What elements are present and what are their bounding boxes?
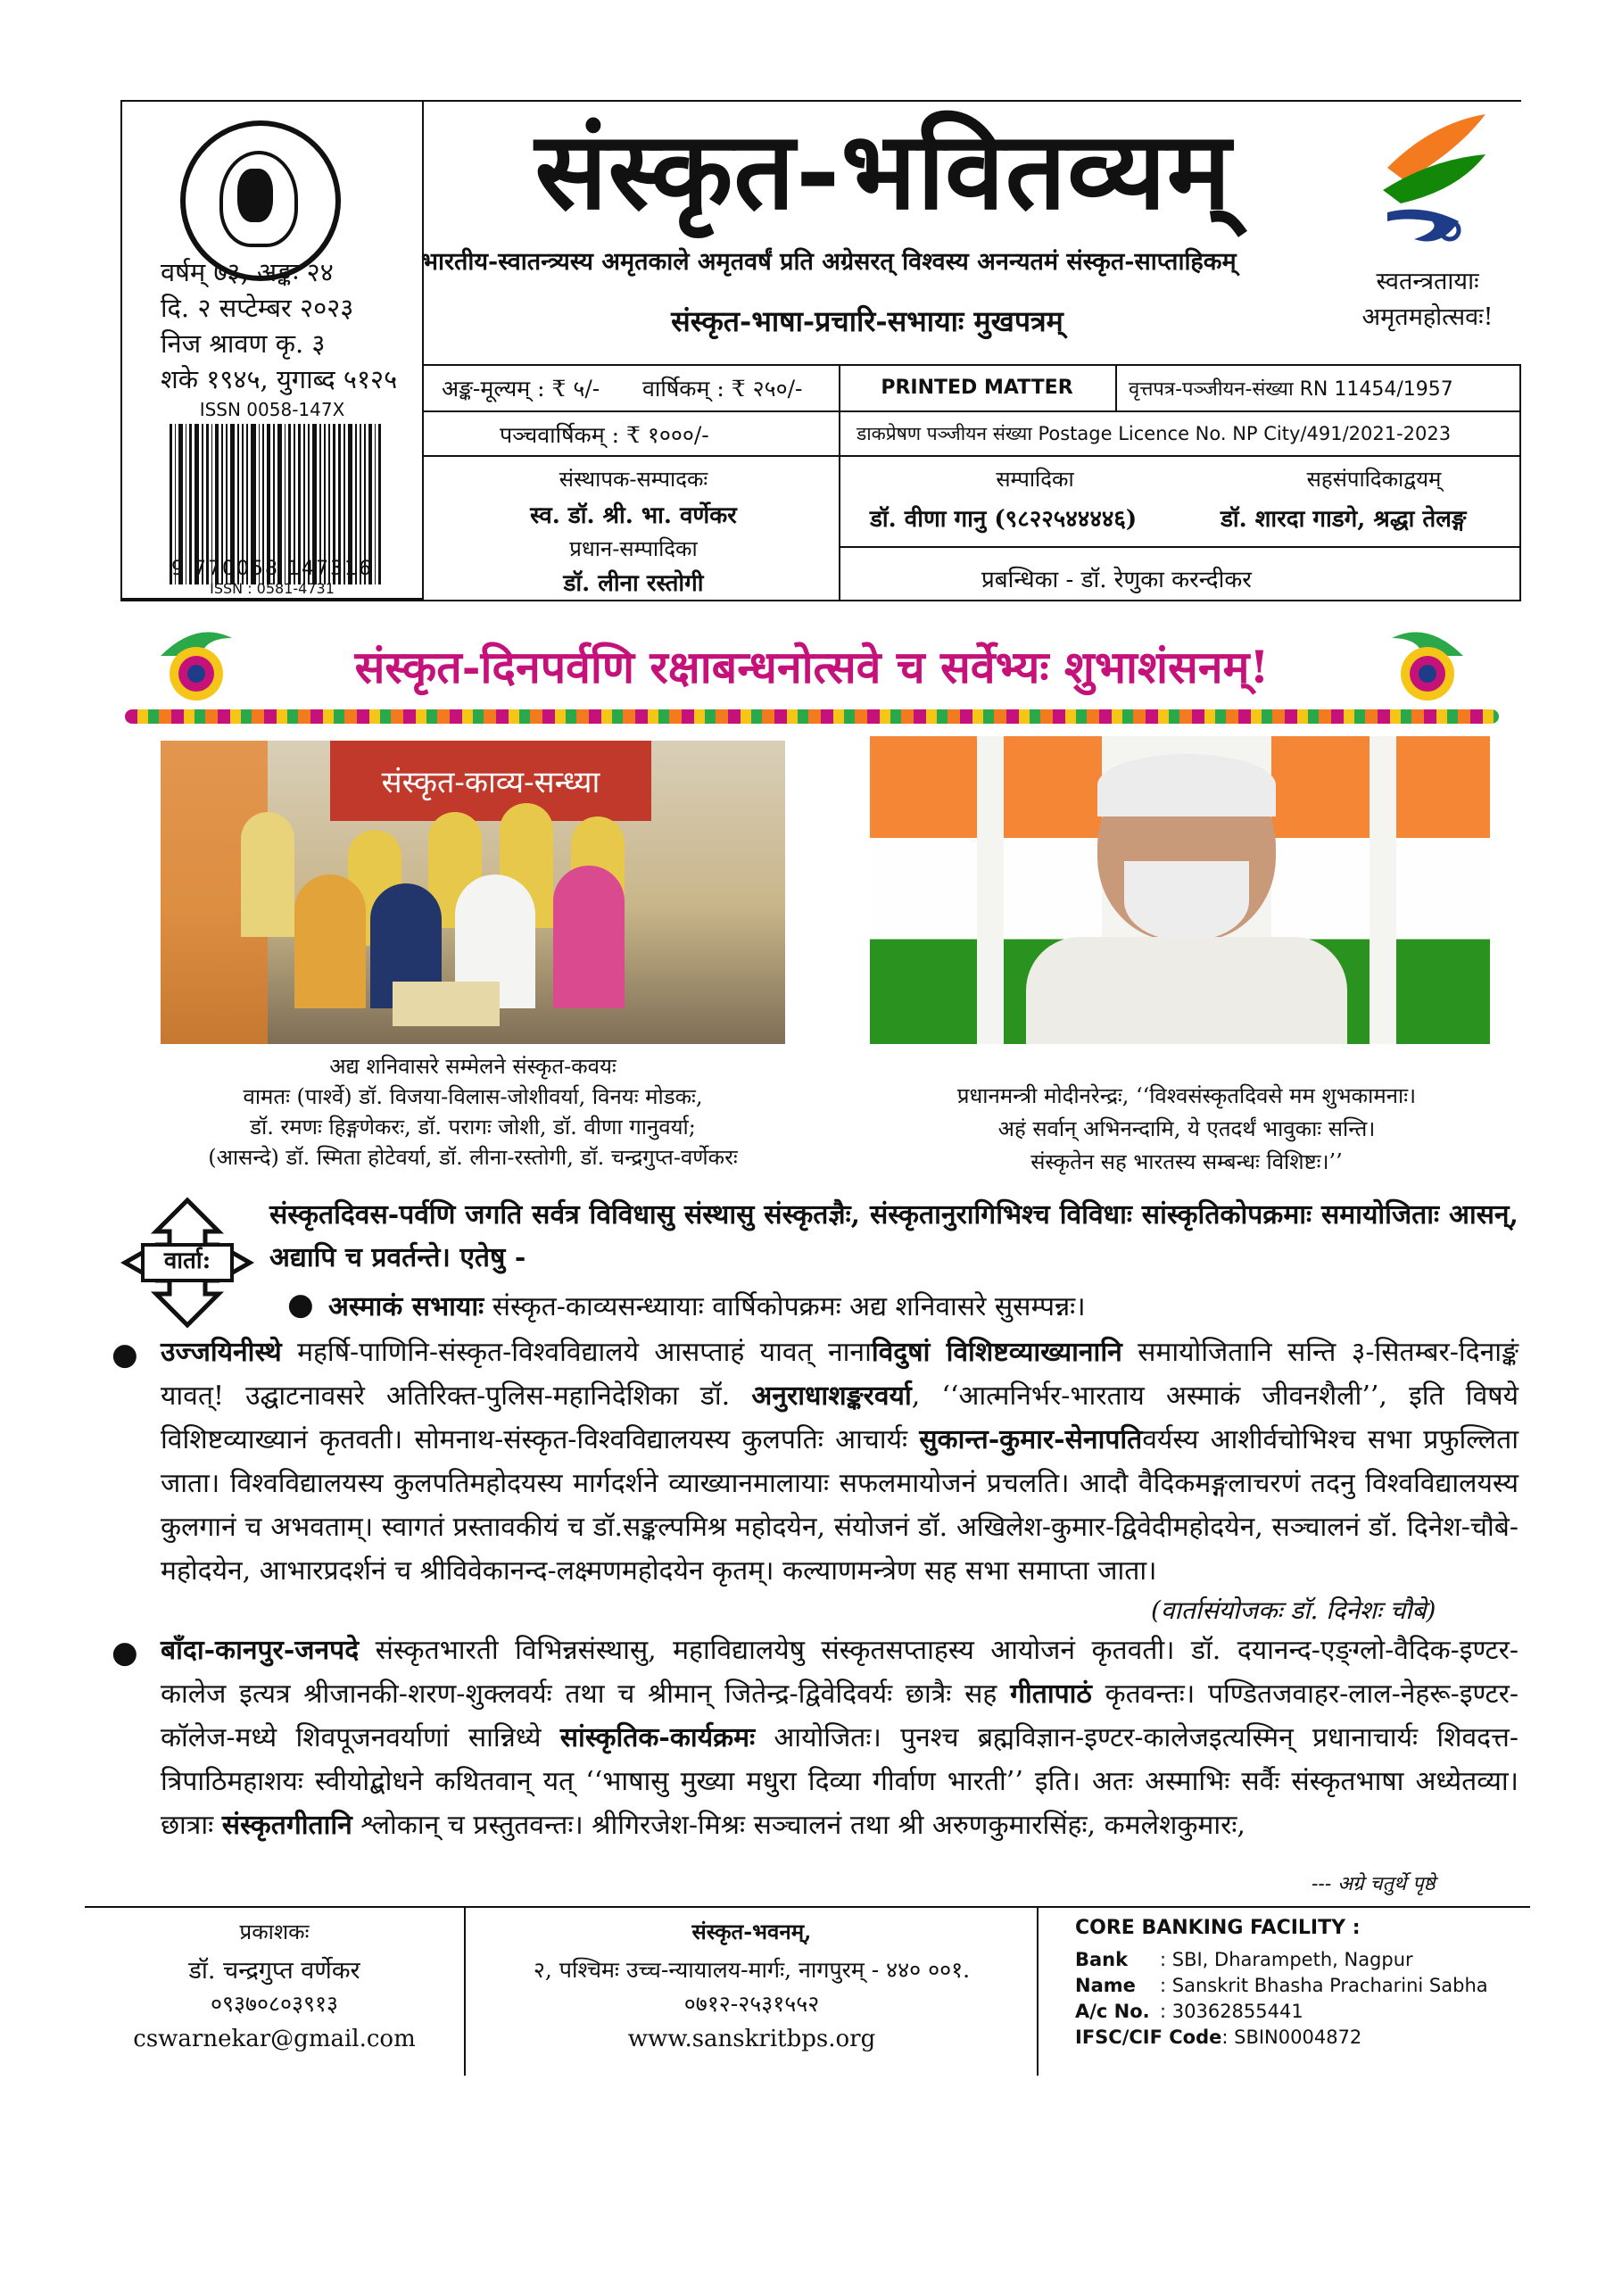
chief-editor-name: डॉ. लीना रस्तोगी bbox=[563, 570, 704, 597]
grid-right-edge bbox=[1519, 364, 1521, 600]
caption-line: डॉ. रमणः हिङ्गणेकरः, डॉ. परागः जोशी, डॉ. वीणा गानुवर्या; bbox=[250, 1115, 696, 1140]
photo-poets-group bbox=[161, 741, 785, 1044]
grid-rule-bottom bbox=[120, 600, 1521, 601]
caption-line: (आसन्दे) डॉ. स्मिता होटेवर्या, डॉ. लीना-रस्तोगी, डॉ. चन्द्रगुप्त-वर्णेकरः bbox=[208, 1145, 738, 1170]
masthead-subtitle: संस्कृत-भाषा-प्रचारि-सभायाः मुखपत्रम् bbox=[671, 304, 1063, 338]
footer-divider-2 bbox=[1037, 1906, 1039, 2076]
grid-rule-1 bbox=[424, 364, 1521, 366]
name-label: Name bbox=[1075, 1975, 1136, 1996]
issn-top: ISSN 0058-147X bbox=[199, 399, 345, 420]
issn-bottom: ISSN : 0581-4731 bbox=[210, 580, 335, 597]
rakhi-thread-decoration bbox=[125, 709, 1499, 724]
bullet-icon: ● bbox=[112, 1337, 138, 1372]
barcode-number: 9 770058 147316 bbox=[171, 558, 373, 580]
publisher-phone: ०९३७०८०३९१३ bbox=[210, 1991, 338, 2017]
peacock-feather-icon-left bbox=[152, 620, 241, 718]
bank-title: CORE BANKING FACILITY : bbox=[1075, 1917, 1361, 1939]
news-item-sabha bbox=[328, 1285, 1515, 1329]
publisher-label: प्रकाशकः bbox=[239, 1919, 310, 1944]
address-phone: ०७१२-२५३१५५२ bbox=[683, 1991, 820, 2017]
acc-value: : 30362855441 bbox=[1160, 2001, 1303, 2022]
photo-prime-minister bbox=[870, 736, 1490, 1044]
chief-editor-label: प्रधान-सम्पादिका bbox=[569, 536, 698, 561]
bullet-icon: ● bbox=[112, 1635, 138, 1670]
issue-volume: वर्षम् ७३, अङ्कः २४ bbox=[161, 257, 334, 287]
grid-rule-3 bbox=[424, 455, 1521, 457]
founder-label: संस्थापक-सम्पादकः bbox=[559, 467, 708, 492]
caption-line: संस्कृतेन सह भारतस्य सम्बन्धः विशिष्टः।’’ bbox=[1030, 1149, 1343, 1174]
acc-label: A/c No. bbox=[1075, 2001, 1150, 2022]
bank-value: : SBI, Dharampeth, Nagpur bbox=[1160, 1949, 1413, 1970]
editor-label: सम्पादिका bbox=[996, 467, 1074, 492]
co-editors-names: डॉ. शारदा गाडगे, श्रद्धा तेलङ्ग bbox=[1221, 506, 1467, 533]
issue-date: दि. २ सप्टेम्बर २०२३ bbox=[161, 293, 354, 323]
ifsc-value: : SBIN0004872 bbox=[1221, 2027, 1362, 2048]
varta-label: वार्ता: bbox=[163, 1247, 211, 1274]
bank-details bbox=[1075, 1947, 1488, 2051]
photo-right-caption bbox=[848, 1080, 1526, 1179]
news-item-sabha-title: अस्माकं सभायाः bbox=[328, 1291, 484, 1322]
photo-left-caption bbox=[134, 1051, 812, 1173]
masthead-title: संस्कृत-भवितव्यम् bbox=[534, 108, 1232, 234]
website-link[interactable]: www.sanskritbps.org bbox=[627, 2026, 876, 2052]
festival-banner: संस्कृत-दिनपर्वणि रक्षाबन्धनोत्सवे च सर्वेभ्यः शुभाशंसनम्! bbox=[354, 641, 1270, 693]
grid-rule-4 bbox=[839, 546, 1521, 548]
co-editors-label: सहसंपादिकाद्वयम् bbox=[1306, 467, 1442, 492]
grid-divider-2 bbox=[1115, 364, 1117, 410]
news-item-sabha-text: संस्कृत-काव्यसन्ध्यायाः वार्षिकोपक्रमः अद्य शनिवासरे सुसम्पन्नः। bbox=[484, 1291, 1086, 1322]
news-item-banda: बाँदा-कानपुर-जनपदे संस्कृतभारती विभिन्नसंस्थासु, महाविद्यालयेषु संस्कृतसप्ताहस्य आयोजनं कृतवती। डॉ. दयानन्द-एङ्ग्लो-वैदिक-इण्टर-कालेज इत्यत्र श्रीजानकी-शरण-शुक्लवर्यः तथा च श्रीमान् जितेन्द्र-द्विवेदिवर्यः छात्रैः सह गीतापाठं कृतवन्तः। पण्डितजवाहर-लाल-नेहरू-इण्टर-कॉलेज-मध्ये शिवपूजनवर्याणां सान्निध्ये सांस्कृतिक-कार्यक्रमः आयोजितः। पुनश्च ब्रह्मविज्ञान-इण्टर-कालेजइत्यस्मिन् प्रधानाचार्यः शिवदत्त-त्रिपाठिमहाशयः स्वीयोद्बोधने कथितवान् यत् ‘‘भाषासु मुख्या मधुरा दिव्या गीर्वाण भारती’’ इति। अतः अस्माभिः सर्वैः संस्कृतभाषा अध्येतव्या। छात्राः संस्कृतगीतानि श्लोकान् च प्रस्तुतवन्तः। श्रीगिरजेश-मिश्रः सञ्चालनं तथा श्री अरुणकुमारसिंहः, कमलेशकुमारः, bbox=[161, 1635, 1519, 1841]
caption-line: प्रधानमन्त्री मोदीनरेन्द्रः, ‘‘विश्वसंस्कृतदिवसे मम शुभकामनाः। bbox=[956, 1083, 1417, 1108]
azadi-amrit-mahotsav-icon bbox=[1352, 105, 1503, 257]
continued-note: --- अग्रे चतुर्थे पृष्ठे bbox=[1312, 1873, 1436, 1895]
bullet-icon: ● bbox=[287, 1287, 314, 1322]
masthead-tagline: भारतीय-स्वातन्त्र्यस्य अमृतकाले अमृतवर्षं प्रति अग्रेसरत् विश्वस्य अनन्यतमं संस्कृत-साप्ताहिकम् bbox=[421, 248, 1237, 276]
footer-rule bbox=[85, 1906, 1530, 1908]
printed-matter: PRINTED MATTER bbox=[881, 377, 1073, 399]
news-item-ujjain-credit: (वार्तासंयोजकः डॉ. दिनेशः चौबे) bbox=[1151, 1596, 1436, 1625]
caption-line: वामतः (पार्श्वे) डॉ. विजया-विलास-जोशीवर्या, विनयः मोडकः, bbox=[243, 1084, 703, 1109]
ifsc-label: IFSC/CIF Code bbox=[1075, 2027, 1222, 2048]
manager: प्रबन्धिका - डॉ. रेणुका करन्दीकर bbox=[981, 567, 1252, 593]
founder-name: स्व. डॉ. श्री. भा. वर्णेकर bbox=[530, 502, 737, 529]
kavya-sandhya-banner-text: संस्कृत-काव्य-सन्ध्या bbox=[381, 765, 600, 800]
editor-name: डॉ. वीणा गानु (९८२२५४४४४६) bbox=[870, 506, 1138, 533]
name-value: : Sanskrit Bhasha Pracharini Sabha bbox=[1160, 1975, 1488, 1996]
amrit-caption-1: स्वतन्त्रतायाः bbox=[1376, 268, 1479, 295]
footer-divider-1 bbox=[464, 1906, 466, 2076]
issue-month: निज श्रावण कृ. ३ bbox=[161, 328, 326, 359]
grid-rule-2 bbox=[424, 410, 1521, 412]
publisher-email[interactable]: cswarnekar@gmail.com bbox=[133, 2026, 416, 2052]
caption-line: अहं सर्वान् अभिनन्दामि, ये एतदर्थं भावुकाः सन्ति। bbox=[997, 1116, 1376, 1141]
amrit-caption-2: अमृतमहोत्सवः! bbox=[1361, 303, 1494, 331]
annual-price: वार्षिकम् : ₹ २५०/- bbox=[642, 376, 803, 402]
postage-licence: डाकप्रेषण पञ्जीयन संख्या Postage Licence No. NP City/491/2021-2023 bbox=[857, 423, 1452, 444]
grid-divider-1 bbox=[839, 364, 840, 600]
news-item-ujjain: उज्जयिनीस्थे महर्षि-पाणिनि-संस्कृत-विश्वविद्यालये आसप्ताहं यावत् नानाविदुषां विशिष्टव्याख्यानानि समायोजितानि सन्ति ३-सितम्बर-दिनाङ्कं यावत्! उद्घाटनावसरे अतिरिक्त-पुलिस-महानिदेशिका डॉ. अनुराधाशङ्करवर्या, ‘‘आत्मनिर्भर-भारताय अस्माकं जीवनशैली’’, इति विषये विशिष्टव्याख्यानं कृतवती। सोमनाथ-संस्कृत-विश्वविद्यालयस्य कुलपतिः आचार्यः सुकान्त-कुमार-सेनापतिवर्यस्य आशीर्वचोभिश्च सभा प्रफुल्लिता जाता। विश्वविद्यालयस्य कुलपतिमहोदयस्य मार्गदर्शने व्याख्यानमालायाः सफलमायोजनं प्रचलति। आदौ वैदिकमङ्गलाचरणं तदनु विश्वविद्यालयस्य कुलगानं च अभवताम्। स्वागतं प्रस्तावकीयं च डॉ.सङ्कल्पमिश्र महोदयेन, संयोजनं डॉ. अखिलेश-कुमार-द्विवेदीमहोदयेन, सञ्चालनं डॉ. दिनेश-चौबे-महोदयेन, आभारप्रदर्शनं च श्रीविवेकानन्द-लक्ष्मणमहोदयेन कृतम्। कल्याणमन्त्रेण सह सभा समाप्ता जाता। bbox=[161, 1337, 1519, 1587]
caption-line: अद्य शनिवासरे सम्मेलने संस्कृत-कवयः bbox=[329, 1054, 617, 1079]
issue-era: शके १९४५, युगाब्द ५१२५ bbox=[161, 364, 398, 394]
registration-number: वृत्तपत्र-पञ्जीयन-संख्या RN 11454/1957 bbox=[1129, 378, 1453, 401]
issue-price: अङ्क-मूल्यम् : ₹ ५/- bbox=[442, 376, 600, 402]
address-line: २, पश्चिमः उच्च-न्यायालय-मार्गः, नागपुरम् - ४४० ००१. bbox=[533, 1957, 971, 1983]
five-year-price: पञ्चवार्षिकम् : ₹ १०००/- bbox=[500, 422, 709, 448]
peacock-feather-icon-right bbox=[1383, 620, 1472, 718]
address-title: संस्कृत-भवनम्, bbox=[691, 1919, 812, 1944]
publisher-name: डॉ. चन्द्रगुप्त वर्णेकर bbox=[188, 1957, 360, 1985]
bank-label: Bank bbox=[1075, 1949, 1129, 1970]
news-intro: संस्कृतदिवस-पर्वणि जगति सर्वत्र विविधासु संस्थासु संस्कृतज्ञैः, संस्कृतानुरागिभिश्च विविधाः सांस्कृतिकोपक्रमाः समायोजिताः आसन्, अद्यापि च प्रवर्तन्ते। एतेषु - bbox=[269, 1199, 1519, 1273]
